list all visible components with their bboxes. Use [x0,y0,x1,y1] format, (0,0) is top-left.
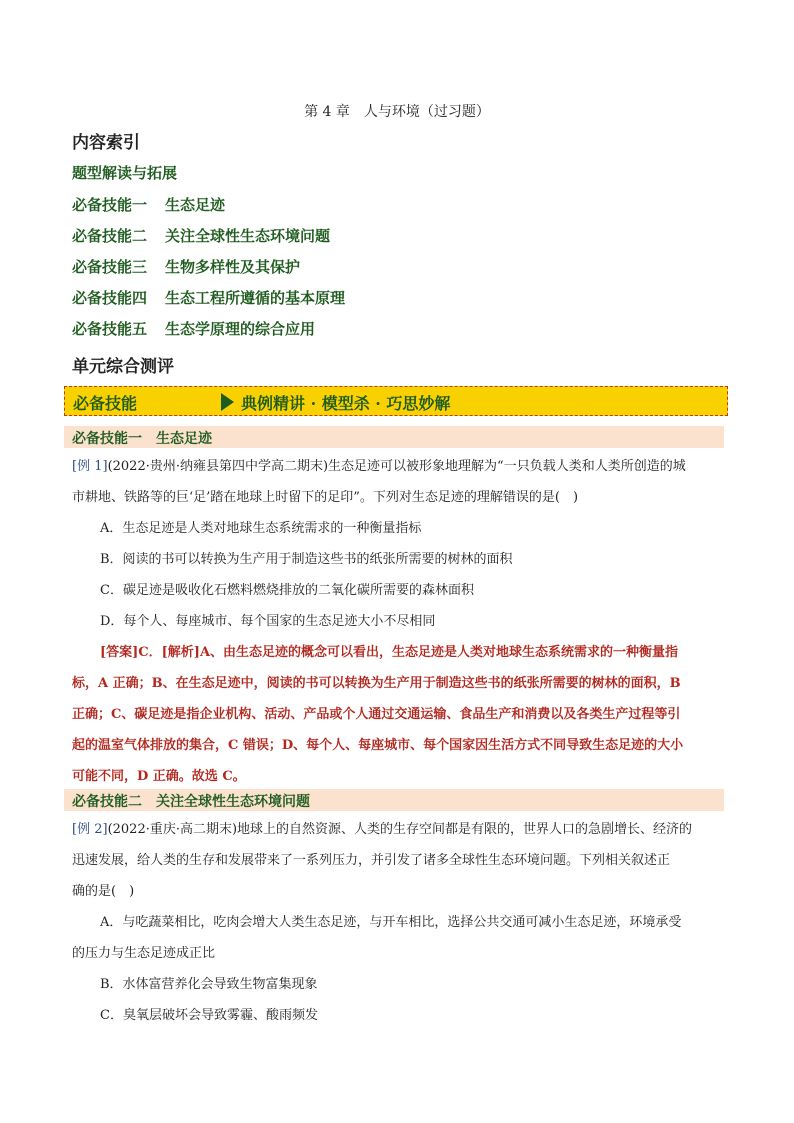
example-2-option-a-continued: 的压力与生态足迹成正比 [72,946,216,961]
example-1-answer-line: 可能不同，D 正确。故选 C。 [72,769,246,784]
example-2-question-line: [例 2](2022·重庆·高二期末)地球上的自然资源、人类的生存空间都是有限的，世界人口的急剧增长、经济的 [72,822,693,837]
example-1-option-a: A．生态足迹是人类对地球生态系统需求的一种衡量指标 [100,521,422,536]
example-2-question-line: 迅速发展，给人类的生存和发展带来了一系列压力，并引发了诸多全球性生态环境问题。下列相关叙述正 [72,853,671,868]
example-1-question-line: [例 1](2022·贵州·纳雍县第四中学高二期末)生态足迹可以被形象地理解为“一只负载人类和人类所创造的城 [72,459,686,474]
index-item-skill-4[interactable]: 必备技能四 生态工程所遵循的基本原理 [72,289,346,307]
example-1-option-b: B．阅读的书可以转换为生产用于制造这些书的纸张所需要的树林的面积 [100,552,513,567]
example-tag: [例 1] [72,459,108,474]
skills-banner [64,386,728,416]
index-item-skill-1[interactable]: 必备技能一 生态足迹 [72,196,226,214]
chapter-number: 第 4 章 [304,104,350,120]
example-1-answer-line: 标，A 正确；B、在生态足迹中，阅读的书可以转换为生产用于制造这些书的纸张所需要的树林的面积，B [72,676,681,691]
index-item-question-types[interactable]: 题型解读与拓展 [72,164,178,182]
content-index-heading: 内容索引 [72,133,140,153]
example-1-answer-line: [答案]C．[解析]A、由生态足迹的概念可以看出，生态足迹是人类对地球生态系统需求的一种衡量指 [100,645,679,660]
banner-label: 必备技能 [73,394,138,413]
example-2-option-b: B．水体富营养化会导致生物富集现象 [100,977,318,992]
section-header-skill-1: 必备技能一 生态足迹 [64,426,724,448]
play-arrow-icon [221,393,234,411]
example-1-question-line: 市耕地、铁路等的巨‘足’踏在地球上时留下的足印”。下列对生态足迹的理解错误的是( ) [72,490,579,505]
example-2-option-a: A．与吃蔬菜相比，吃肉会增大人类生态足迹，与开车相比，选择公共交通可减小生态足迹，环境承受 [100,915,682,930]
example-1-option-d: D．每个人、每座城市、每个国家的生态足迹大小不尽相同 [100,614,436,629]
banner-tags: 典例精讲 · 模型杀 · 巧思妙解 [241,394,451,413]
page-title [0,101,794,121]
unit-assessment-heading: 单元综合测评 [72,357,174,377]
example-1-answer-line: 正确；C、碳足迹是指企业机构、活动、产品或个人通过交通运输、食品生产和消费以及各类生产过程等引 [72,707,681,722]
example-2-option-c: C．臭氧层破坏会导致雾霾、酸雨频发 [100,1008,318,1023]
index-item-skill-5[interactable]: 必备技能五 生态学原理的综合应用 [72,320,316,338]
example-tag: [例 2] [72,822,108,837]
example-2-question-line: 确的是( ) [72,884,135,899]
chapter-title: 人与环境（过习题） [363,104,490,120]
index-item-skill-3[interactable]: 必备技能三 生物多样性及其保护 [72,258,301,276]
example-1-option-c: C．碳足迹是吸收化石燃料燃烧排放的二氧化碳所需要的森林面积 [100,583,474,598]
index-item-skill-2[interactable]: 必备技能二 关注全球性生态环境问题 [72,227,331,245]
section-header-skill-2: 必备技能二 关注全球性生态环境问题 [64,789,724,811]
example-1-answer-line: 起的温室气体排放的集合，C 错误；D、每个人、每座城市、每个国家因生活方式不同导致生态足迹的大小 [72,738,684,753]
